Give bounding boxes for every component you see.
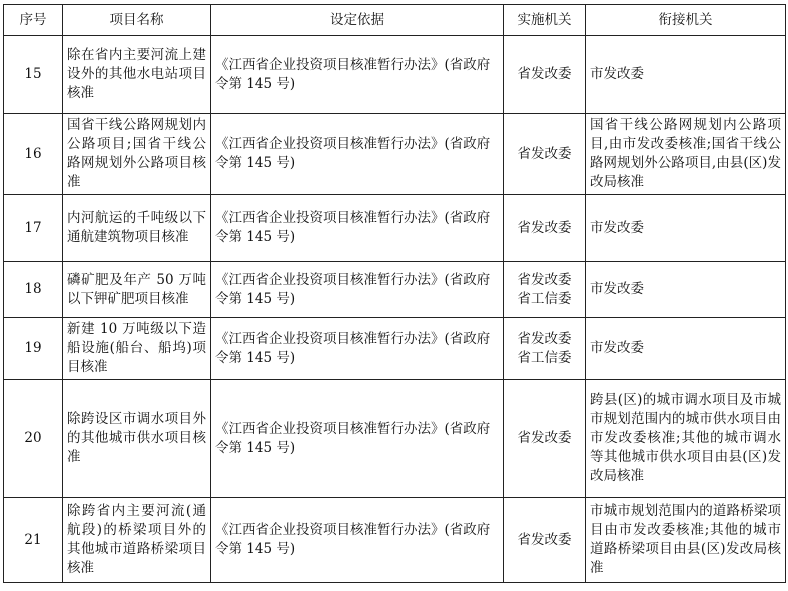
header-impl: 实施机关 [504,5,586,36]
header-link: 衔接机关 [586,5,786,36]
linking-agency: 市发改委 [586,318,786,380]
implementing-agency-text: 省发改委 [517,66,572,82]
header-no: 序号 [4,5,63,36]
linking-agency: 市发改委 [586,195,786,262]
legal-basis: 《江西省企业投资项目核准暂行办法》(省政府令第 145 号) [211,318,504,380]
table-row [4,262,786,318]
linking-agency: 跨县(区)的城市调水项目及市城市规划范围内的城市供水项目由市发改委核准;其他的城市调水等其他城市供水项目由县(区)发改局核准 [586,380,786,498]
implementing-agency [504,195,586,262]
legal-basis: 《江西省企业投资项目核准暂行办法》(省政府令第 145 号) [211,36,504,114]
implementing-agency [504,36,586,114]
implementing-agency [504,114,586,195]
header-row [4,5,786,36]
project-name: 新建 10 万吨级以下造船设施(船台、船坞)项目核准 [63,318,211,380]
linking-agency: 市发改委 [586,36,786,114]
project-name: 除在省内主要河流上建设外的其他水电站项目核准 [63,36,211,114]
legal-basis: 《江西省企业投资项目核准暂行办法》(省政府令第 145 号) [211,380,504,498]
project-name: 内河航运的千吨级以下通航建筑物项目核准 [63,195,211,262]
implementing-agency-text: 省发改委 省工信委 [517,330,572,366]
implementing-agency [504,380,586,498]
approval-items-table [3,4,786,583]
table-row [4,380,786,498]
implementing-agency-text: 省发改委 省工信委 [517,271,572,307]
row-number: 18 [4,262,63,318]
row-number: 17 [4,195,63,262]
linking-agency: 国省干线公路网规划内公路项目,由市发改委核准;国省干线公路网规划外公路项目,由县(区)发改局核准 [586,114,786,195]
project-name: 磷矿肥及年产 50 万吨以下钾矿肥项目核准 [63,262,211,318]
legal-basis: 《江西省企业投资项目核准暂行办法》(省政府令第 145 号) [211,195,504,262]
linking-agency: 市城市规划范围内的道路桥梁项目由市发改委核准;其他的城市道路桥梁项目由县(区)发改局核准 [586,498,786,583]
implementing-agency-text: 省发改委 [517,145,572,162]
table-row [4,498,786,583]
project-name: 国省干线公路网规划内公路项目;国省干线公路网规划外公路项目核准 [63,114,211,195]
implementing-agency [504,498,586,583]
table-row [4,36,786,114]
row-number: 20 [4,380,63,498]
legal-basis: 《江西省企业投资项目核准暂行办法》(省政府令第 145 号) [211,262,504,318]
table-row [4,195,786,262]
row-number: 16 [4,114,63,195]
table-row [4,318,786,380]
legal-basis: 《江西省企业投资项目核准暂行办法》(省政府令第 145 号) [211,498,504,583]
row-number: 15 [4,36,63,114]
implementing-agency [504,262,586,318]
implementing-agency [504,318,586,380]
implementing-agency-text: 省发改委 [517,430,572,446]
linking-agency: 市发改委 [586,262,786,318]
row-number: 19 [4,318,63,380]
table-row [4,114,786,195]
project-name: 除跨省内主要河流(通航段)的桥梁项目外的其他城市道路桥梁项目核准 [63,498,211,583]
implementing-agency-text: 省发改委 [517,219,572,236]
project-name: 除跨设区市调水项目外的其他城市供水项目核准 [63,380,211,498]
header-basis: 设定依据 [211,5,504,36]
implementing-agency-text: 省发改委 [517,531,572,548]
row-number: 21 [4,498,63,583]
legal-basis: 《江西省企业投资项目核准暂行办法》(省政府令第 145 号) [211,114,504,195]
header-name: 项目名称 [63,5,211,36]
